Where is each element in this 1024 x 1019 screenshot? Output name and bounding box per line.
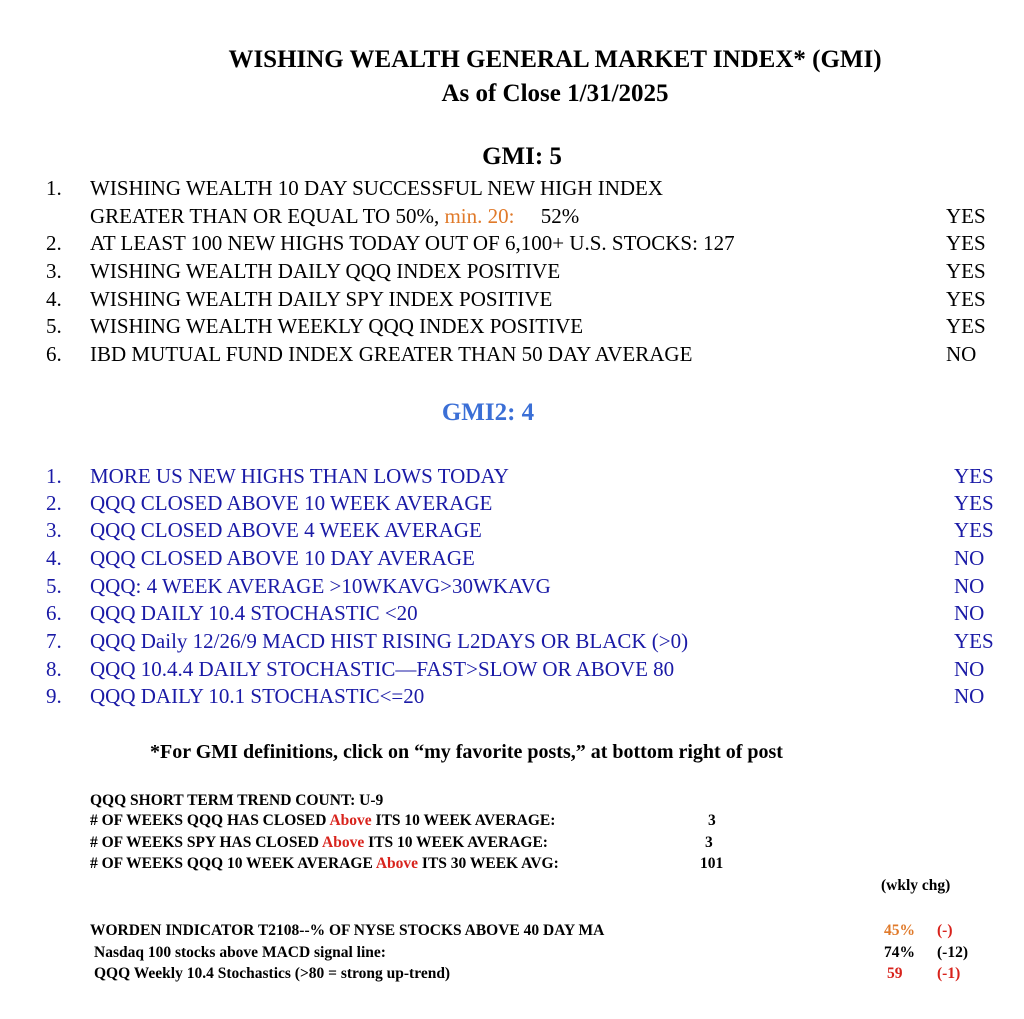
- gmi-heading: GMI: 5: [482, 143, 562, 170]
- trend-row-value: 101: [700, 855, 724, 872]
- item-answer: YES: [946, 231, 986, 255]
- page-title: WISHING WEALTH GENERAL MARKET INDEX* (GMI): [228, 46, 882, 73]
- indicator-chg: (-1): [937, 965, 961, 982]
- item-answer: YES: [946, 259, 986, 283]
- item-number: 3.: [46, 259, 62, 283]
- item-answer: NO: [954, 684, 985, 708]
- above-highlight: Above: [329, 812, 372, 829]
- trend-row-value: 3: [708, 812, 716, 829]
- item-number: 1.: [46, 176, 62, 200]
- indicator-value: 74%: [884, 944, 915, 961]
- item-number: 1.: [46, 464, 62, 488]
- above-highlight: Above: [375, 855, 419, 872]
- trend-row-label: # OF WEEKS QQQ 10 WEEK AVERAGE: [90, 855, 376, 872]
- item-number: 2.: [46, 491, 62, 515]
- item-value: 52%: [540, 204, 580, 228]
- item-text: WISHING WEALTH DAILY SPY INDEX POSITIVE: [90, 287, 553, 311]
- item-answer: NO: [954, 546, 985, 570]
- indicator-label: Nasdaq 100 stocks above MACD signal line:: [94, 944, 386, 961]
- trend-row: [90, 834, 548, 852]
- item-answer: NO: [954, 574, 985, 598]
- item-answer: NO: [954, 657, 985, 681]
- item-number: 5.: [46, 314, 62, 338]
- item-number: 2.: [46, 231, 62, 255]
- trend-row-label-end: ITS 10 WEEK AVERAGE:: [371, 812, 556, 829]
- gmi-definitions-note: *For GMI definitions, click on “my favorite posts,” at bottom right of post: [150, 741, 783, 763]
- trend-row-label-end: ITS 30 WEEK AVG:: [418, 855, 559, 872]
- wkly-chg-label: (wkly chg): [881, 877, 951, 894]
- item-text: QQQ DAILY 10.1 STOCHASTIC<=20: [90, 684, 425, 708]
- item-text: IBD MUTUAL FUND INDEX GREATER THAN 50 DAY AVERAGE: [90, 342, 693, 366]
- min-threshold: min. 20:: [444, 204, 515, 228]
- item-number: 5.: [46, 574, 62, 598]
- item-number: 6.: [46, 342, 62, 366]
- item-number: 6.: [46, 601, 62, 625]
- item-text: WISHING WEALTH WEEKLY QQQ INDEX POSITIVE: [90, 314, 584, 338]
- item-text-continued: [90, 204, 579, 229]
- item-answer: YES: [954, 491, 994, 515]
- indicator-value: 45%: [884, 922, 915, 939]
- item-text: QQQ CLOSED ABOVE 4 WEEK AVERAGE: [90, 518, 482, 542]
- item-answer: YES: [954, 518, 994, 542]
- indicator-chg: (-): [937, 922, 953, 939]
- item-text: QQQ DAILY 10.4 STOCHASTIC <20: [90, 601, 418, 625]
- item-number: 8.: [46, 657, 62, 681]
- item-text: QQQ CLOSED ABOVE 10 WEEK AVERAGE: [90, 491, 493, 515]
- item-text: QQQ: 4 WEEK AVERAGE >10WKAVG>30WKAVG: [90, 574, 551, 598]
- item-answer: YES: [954, 629, 994, 653]
- item-text: AT LEAST 100 NEW HIGHS TODAY OUT OF 6,100+ U.S. STOCKS: 127: [90, 231, 735, 255]
- indicator-label: QQQ Weekly 10.4 Stochastics (>80 = strong up-trend): [94, 965, 451, 982]
- item-number: 4.: [46, 287, 62, 311]
- item-number: 9.: [46, 684, 62, 708]
- item-answer: YES: [946, 204, 986, 228]
- item-number: 4.: [46, 546, 62, 570]
- item-text: MORE US NEW HIGHS THAN LOWS TODAY: [90, 464, 509, 488]
- gmi2-heading: GMI2: 4: [441, 399, 535, 426]
- item-answer: NO: [946, 342, 977, 366]
- page-subtitle: As of Close 1/31/2025: [441, 80, 669, 107]
- trend-row: [90, 855, 559, 873]
- item-text: QQQ Daily 12/26/9 MACD HIST RISING L2DAYS OR BLACK (>0): [90, 629, 689, 653]
- item-answer: YES: [954, 464, 994, 488]
- trend-row: [90, 812, 555, 830]
- indicator-label: WORDEN INDICATOR T2108--% OF NYSE STOCKS ABOVE 40 DAY MA: [90, 922, 605, 939]
- item-answer: NO: [954, 601, 985, 625]
- indicator-value: 59: [887, 965, 903, 982]
- item-answer: YES: [946, 287, 986, 311]
- item-text: WISHING WEALTH 10 DAY SUCCESSFUL NEW HIGH INDEX: [90, 176, 664, 200]
- item-text: QQQ CLOSED ABOVE 10 DAY AVERAGE: [90, 546, 475, 570]
- above-highlight: Above: [322, 834, 365, 851]
- item-text-part: GREATER THAN OR EQUAL TO 50%,: [90, 204, 440, 228]
- item-number: 3.: [46, 518, 62, 542]
- trend-count: QQQ SHORT TERM TREND COUNT: U-9: [90, 792, 384, 809]
- item-number: 7.: [46, 629, 62, 653]
- trend-row-label: # OF WEEKS SPY HAS CLOSED: [90, 834, 322, 851]
- trend-row-label-end: ITS 10 WEEK AVERAGE:: [364, 834, 548, 851]
- indicator-chg: (-12): [937, 944, 968, 961]
- trend-row-label: # OF WEEKS QQQ HAS CLOSED: [90, 812, 330, 829]
- item-text: QQQ 10.4.4 DAILY STOCHASTIC—FAST>SLOW OR ABOVE 80: [90, 657, 675, 681]
- item-text: WISHING WEALTH DAILY QQQ INDEX POSITIVE: [90, 259, 561, 283]
- trend-row-value: 3: [705, 834, 713, 851]
- item-answer: YES: [946, 314, 986, 338]
